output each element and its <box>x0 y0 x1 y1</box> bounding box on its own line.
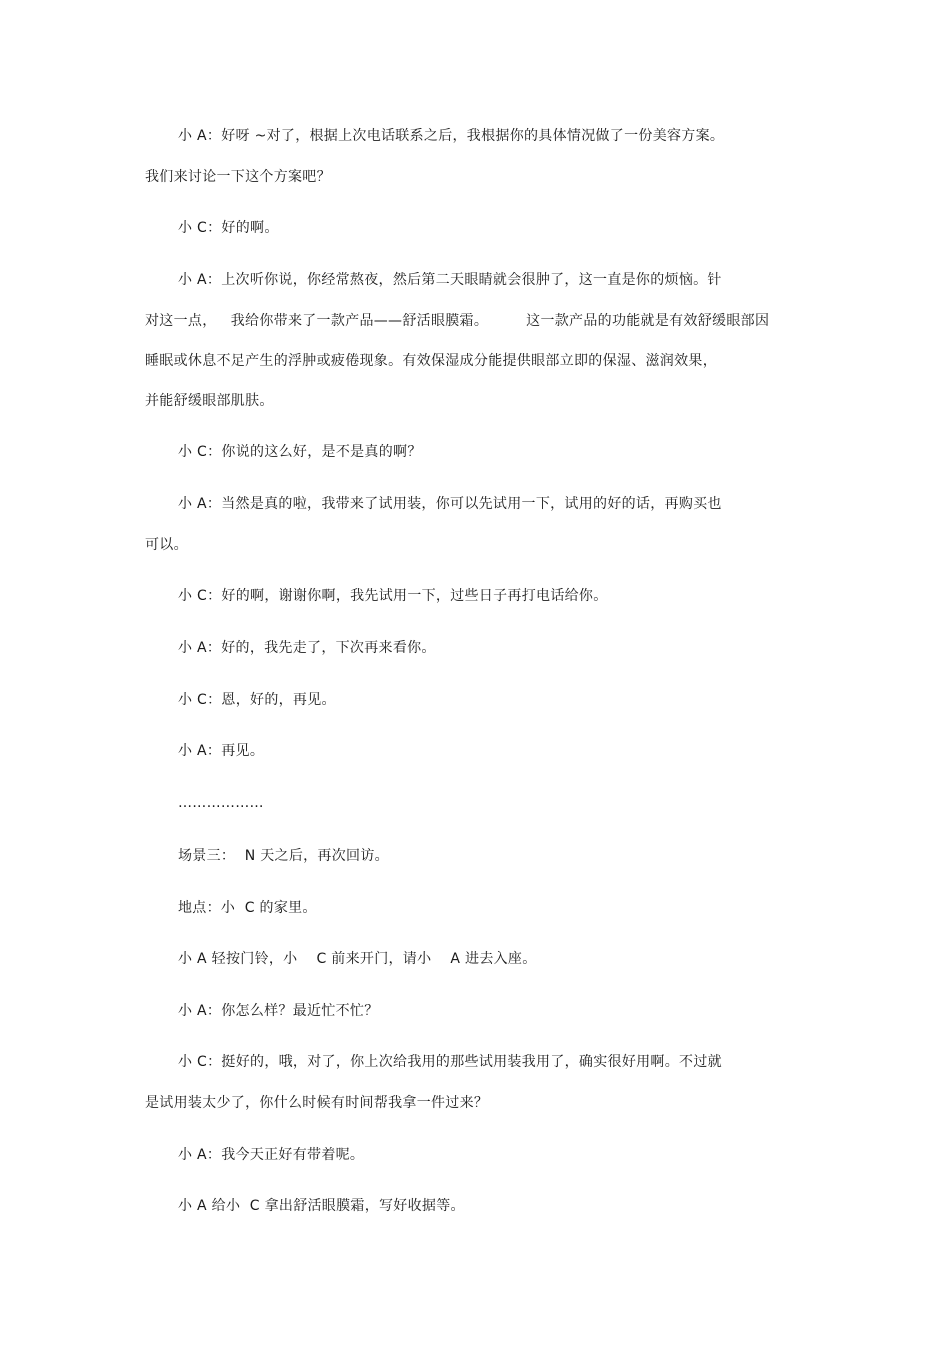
stage-direction-receipt: 小 A 给小 C 拿出舒活眼膜霜，写好收据等。 <box>178 1198 465 1214</box>
dialogue-line-a-trial-cont: 可以。 <box>145 537 188 553</box>
dialogue-line-c-bye: 小 C：恩，好的，再见。 <box>178 692 336 708</box>
dialogue-line-c-feedback: 小 C：挺好的，哦，对了，你上次给我用的那些试用装我用了，确实很好用啊。不过就 <box>178 1054 722 1070</box>
dialogue-line-a-plan-intro: 小 A：好呀 ~对了，根据上次电话联系之后，我根据你的具体情况做了一份美容方案。 <box>178 128 725 144</box>
dialogue-line-a-product: 小 A：上次听你说，你经常熬夜，然后第二天眼睛就会很肿了，这一直是你的烦恼。针 <box>178 272 722 288</box>
dialogue-line-a-bye: 小 A：再见。 <box>178 743 265 759</box>
dialogue-line-c-agree: 小 C：好的啊。 <box>178 220 279 236</box>
dialogue-line-a-product-cont-1: 对这一点， 我给你带来了一款产品——舒活眼膜霜。 这一款产品的功能就是有效舒缓眼部因 <box>145 313 770 329</box>
dialogue-line-a-product-cont-2: 睡眠或休息不足产生的浮肿或疲倦现象。有效保湿成分能提供眼部立即的保湿、滋润效果， <box>145 353 717 369</box>
dialogue-line-a-greeting: 小 A：你怎么样？最近忙不忙？ <box>178 1003 379 1019</box>
dialogue-line-a-leave: 小 A：好的，我先走了，下次再来看你。 <box>178 640 436 656</box>
stage-direction-doorbell: 小 A 轻按门铃，小 C 前来开门，请小 A 进去入座。 <box>178 951 537 967</box>
ellipsis-separator: ……………… <box>178 795 264 811</box>
dialogue-line-a-product-cont-3: 并能舒缓眼部肌肤。 <box>145 393 274 409</box>
dialogue-line-a-have-it: 小 A：我今天正好有带着呢。 <box>178 1147 365 1163</box>
dialogue-line-c-thanks: 小 C：好的啊，谢谢你啊，我先试用一下，过些日子再打电话给你。 <box>178 588 608 604</box>
scene-location: 地点：小 C 的家里。 <box>178 900 317 916</box>
dialogue-line-c-feedback-cont: 是试用装太少了，你什么时候有时间帮我拿一件过来？ <box>145 1095 489 1111</box>
scene-heading: 场景三： N 天之后，再次回访。 <box>178 848 389 864</box>
dialogue-line-c-doubt: 小 C：你说的这么好，是不是真的啊？ <box>178 444 422 460</box>
dialogue-line-a-plan-intro-cont: 我们来讨论一下这个方案吧？ <box>145 169 331 185</box>
dialogue-line-a-trial: 小 A：当然是真的啦，我带来了试用装，你可以先试用一下，试用的好的话，再购买也 <box>178 496 722 512</box>
